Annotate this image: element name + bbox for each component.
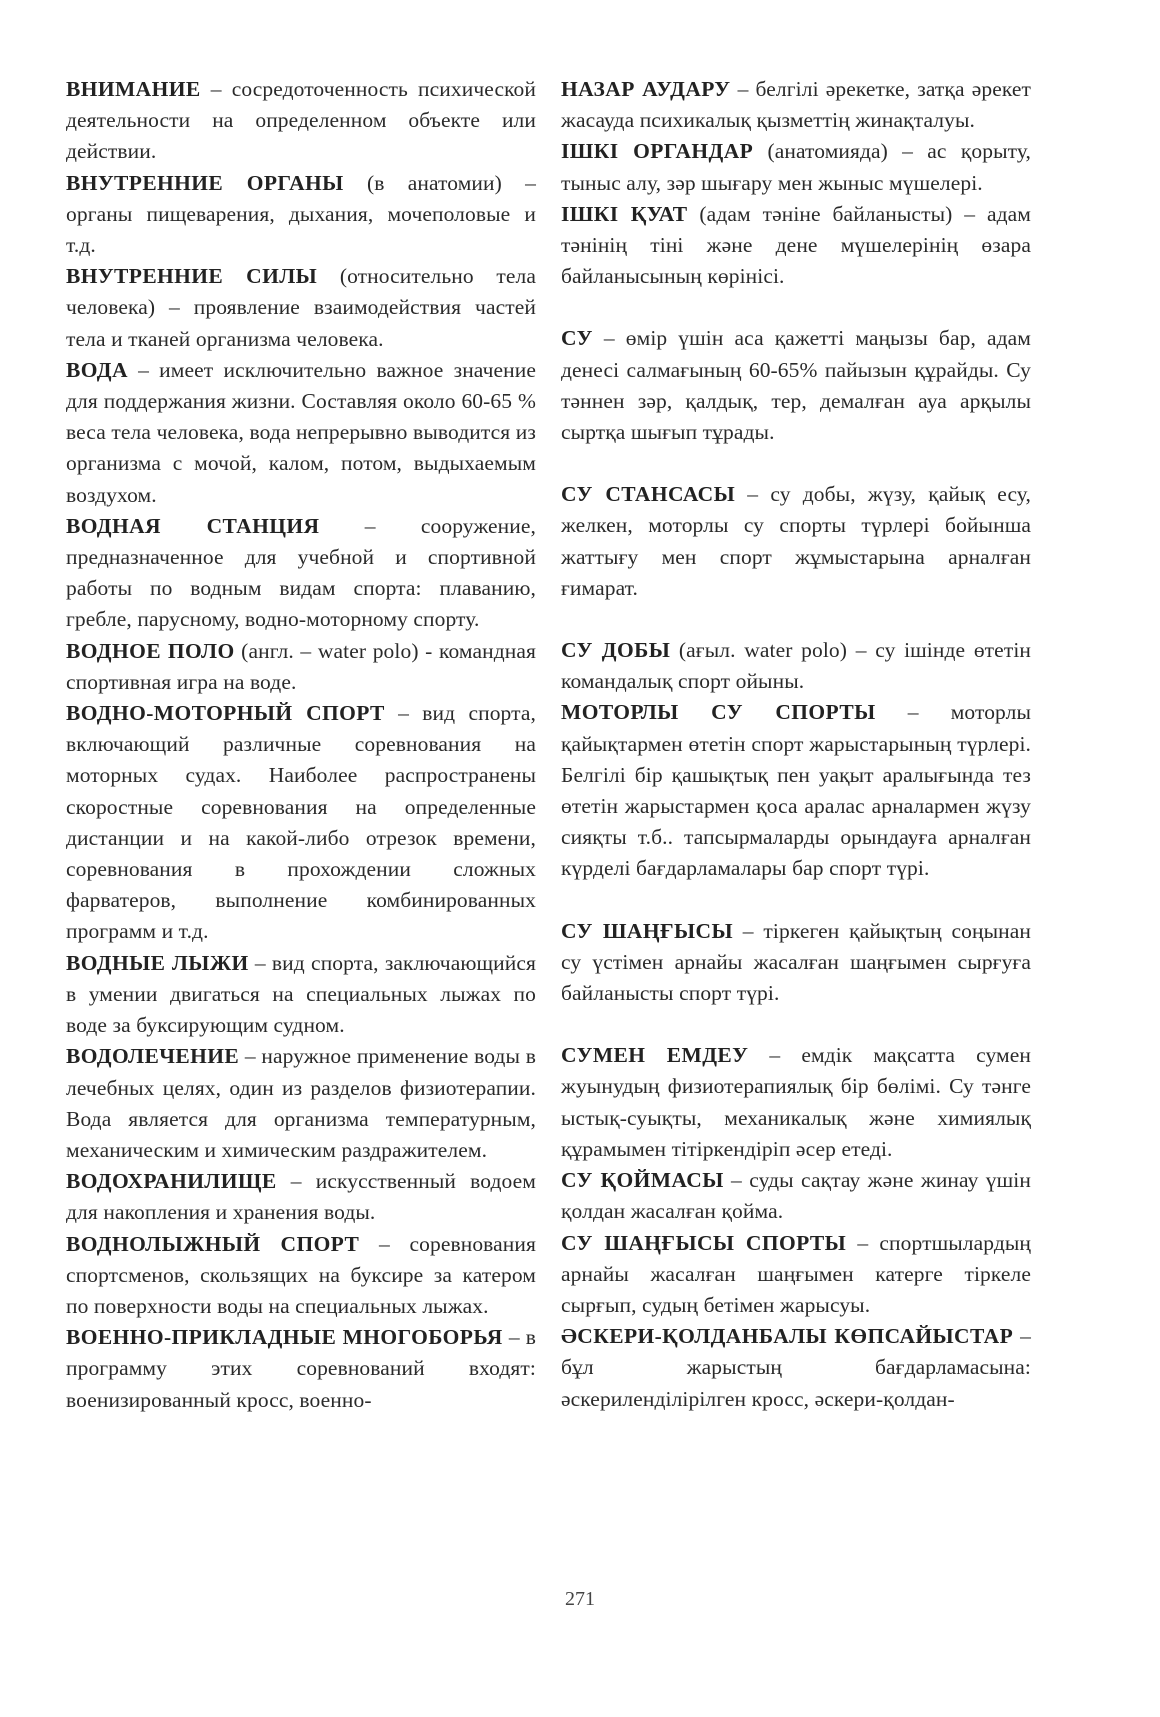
entry-vodohranilishche [66,1166,536,1228]
entry-definition: – су добы, жүзу, қайық есу, желкен, моторлы су спорты түрлері бойынша жаттығу мен спорт жұмыстарына арналған ғимарат. [561,482,1031,600]
entry-definition: – в программу этих соревнований входят: военизированный кросс, военно- [66,1325,536,1412]
russian-column [66,74,536,1416]
entry-term: СУ ШАҢҒЫСЫ СПОРТЫ [561,1230,847,1255]
entry-term: СУМЕН ЕМДЕУ [561,1043,749,1068]
entry-definition: (адам тәніне байланысты) – адам тәнінің тіні және дене мүшелерінің өзара байланысының көрінісі. [561,201,1031,289]
entry-definition: – сосредоточенность психической деятельности на определенном объекте или действии. [66,77,536,164]
entry-definition: – емдік мақсатта сумен жуынудың физиотерапиялық бір бөлімі. Су тәнге ыстық-суықты, механикалық және химиялық құрамымен тітіркендіріп әсер етеді. [561,1043,1031,1161]
entry-askeri-koldanbaly [561,1321,1031,1415]
entry-definition: – вид спорта, включающий различные соревнования на моторных судах. Наиболее распространены скоростные соревнования на определенные дистанции и на какой-либо отрезок времени, соревнования в прохождении сложных фарватеров, выполнение комбинированных программ и т.д. [66,701,536,944]
entry-definition: (англ. – water polo) - командная спортивная игра на воде. [66,638,536,694]
spacer [561,448,1031,479]
entry-vodnye-lyzhi [66,948,536,1042]
entry-vnimanie [66,74,536,168]
entry-term: ВОДНАЯ СТАНЦИЯ [66,513,320,538]
entry-su-koimasy [561,1165,1031,1227]
entry-term: СУ ДОБЫ [561,638,671,663]
entry-ishki-kuat [561,199,1031,293]
entry-term: ІШКІ ҚУАТ [561,201,688,226]
spacer [561,292,1031,323]
entry-term: ВОДНО-МОТОРНЫЙ СПОРТ [66,701,385,726]
entry-term: СУ [561,326,593,351]
spacer [561,885,1031,916]
entry-term: СУ ШАҢҒЫСЫ [561,918,733,943]
entry-voenno-prikladnye [66,1322,536,1416]
entry-definition: – имеет исключительно важное значение для поддержания жизни. Составляя около 60-65 % веса тела человека, вода непрерывно выводится из организма с мочой, калом, потом, выдыхаемым воздухом. [66,357,536,507]
entry-term: ВОДОЛЕЧЕНИЕ [66,1044,240,1069]
entry-term: ӘСКЕРИ-ҚОЛДАНБАЛЫ КӨПСАЙЫСТАР [561,1324,1014,1349]
entry-term: МОТОРЛЫ СУ СПОРТЫ [561,700,876,725]
entry-term: ІШКІ ОРГАНДАР [561,139,754,164]
entry-term: ВНУТРЕННИЕ СИЛЫ [66,264,318,289]
entry-definition: (анатомияда) – ас қорыту, тыныс алу, зәр шығару мен жыныс мүшелері. [561,139,1032,195]
entry-su-doby [561,635,1031,697]
entry-definition: (в анатомии) – органы пищеварения, дыхания, мочеполовые и т.д. [66,170,536,258]
entry-definition: – искусственный водоем для накопления и хранения воды. [66,1169,536,1225]
entry-definition: (относительно тела человека) – проявление взаимодействия частей тела и тканей организма человека. [66,264,536,351]
entry-definition: – белгілі әрекетке, затқа әрекет жасауда психикалық қызметтің жинақталуы. [561,77,1031,133]
entry-definition: – спортшылардың арнайы жасалған шаңғымен катерге тіркеле сырғып, судың бетімен жарысуы. [561,1230,1032,1317]
entry-term: ВОДНОЕ ПОЛО [66,638,235,663]
page-number: 271 [565,1588,595,1610]
entry-term: ВОДНЫЕ ЛЫЖИ [66,950,249,975]
entry-su-shangysy-sporty [561,1228,1031,1322]
entry-definition: – наружное применение воды в лечебных целях, один из разделов физиотерапии. Вода является для организма температурным, механическим и химическим раздражителем. [66,1044,536,1162]
entry-term: СУ ҚОЙМАСЫ [561,1168,724,1193]
entry-definition: – соревнования спортсменов, скользящих на буксире за катером по поверхности воды на специальных лыжах. [66,1231,536,1318]
entry-vodnaya-stanciya [66,511,536,636]
entry-term: ВНИМАНИЕ [66,77,201,101]
entry-term: ВОДА [66,357,128,382]
entry-voda [66,355,536,511]
entry-definition: – өмір үшін аса қажетті маңызы бар, адам денесі салмағының 60-65% пайызын құрайды. Су тәннен зәр, қалдық, тер, демалған ауа арқылы сыртқа шығып тұрады. [561,326,1031,445]
entry-vodnolyzhny-sport [66,1229,536,1323]
entry-term: НАЗАР АУДАРУ [561,77,731,101]
entry-term: ВНУТРЕННИЕ ОРГАНЫ [66,170,344,195]
entry-vnutrennie-sily [66,261,536,355]
entry-definition: – суды сақтау және жинау үшін қолдан жасалған қойма. [561,1168,1031,1224]
entry-definition: – бұл жарыстың бағдарламасына: әскериленділірілген кросс, әскери-қолдан- [561,1324,1031,1411]
entry-vnutrennie-organy [66,168,536,262]
entry-sumen-emdeu [561,1040,1031,1165]
entry-motorly-su-sporty [561,697,1031,884]
entry-definition: (ағыл. water polo) – су ішінде өтетін командалық спорт ойыны. [561,638,1031,694]
entry-definition: – тіркеген қайықтың соңынан су үстімен арнайы жасалған шаңғымен сырғуға байланысты спорт түрі. [561,918,1031,1006]
entry-ishki-organdar [561,136,1031,198]
entry-nazar-audaru [561,74,1031,136]
entry-su-shangysy [561,916,1031,1010]
kazakh-column [561,74,1031,1415]
entry-definition: – вид спорта, заключающийся в умении двигаться на специальных лыжах по воде за буксирующим судном. [66,950,536,1038]
entry-term: СУ СТАНСАСЫ [561,482,736,507]
spacer [561,1009,1031,1040]
entry-term: ВОДНОЛЫЖНЫЙ СПОРТ [66,1231,360,1256]
entry-term: ВОЕННО-ПРИКЛАДНЫЕ МНОГОБОРЬЯ [66,1325,503,1350]
entry-vodnoe-polo [66,636,536,698]
entry-definition: – моторлы қайықтармен өтетін спорт жарыстарының түрлері. Белгілі бір қашықтық пен уақыт аралығында тез өтетін жарыстармен қоса аралас арналармен жүзу сияқты т.б.. тапсырмаларды орындауға арналған күрделі бағдарламалары бар спорт түрі. [561,700,1031,881]
spacer [561,604,1031,635]
entry-su [561,323,1031,448]
entry-vodno-motorny-sport [66,698,536,948]
entry-definition: – сооружение, предназначенное для учебной и спортивной работы по водным видам спорта: плаванию, гребле, парусному, водно-моторному спорту. [66,513,537,632]
entry-term: ВОДОХРАНИЛИЩЕ [66,1169,277,1194]
entry-vodolechenie [66,1041,536,1166]
entry-su-stansasy [561,479,1031,604]
